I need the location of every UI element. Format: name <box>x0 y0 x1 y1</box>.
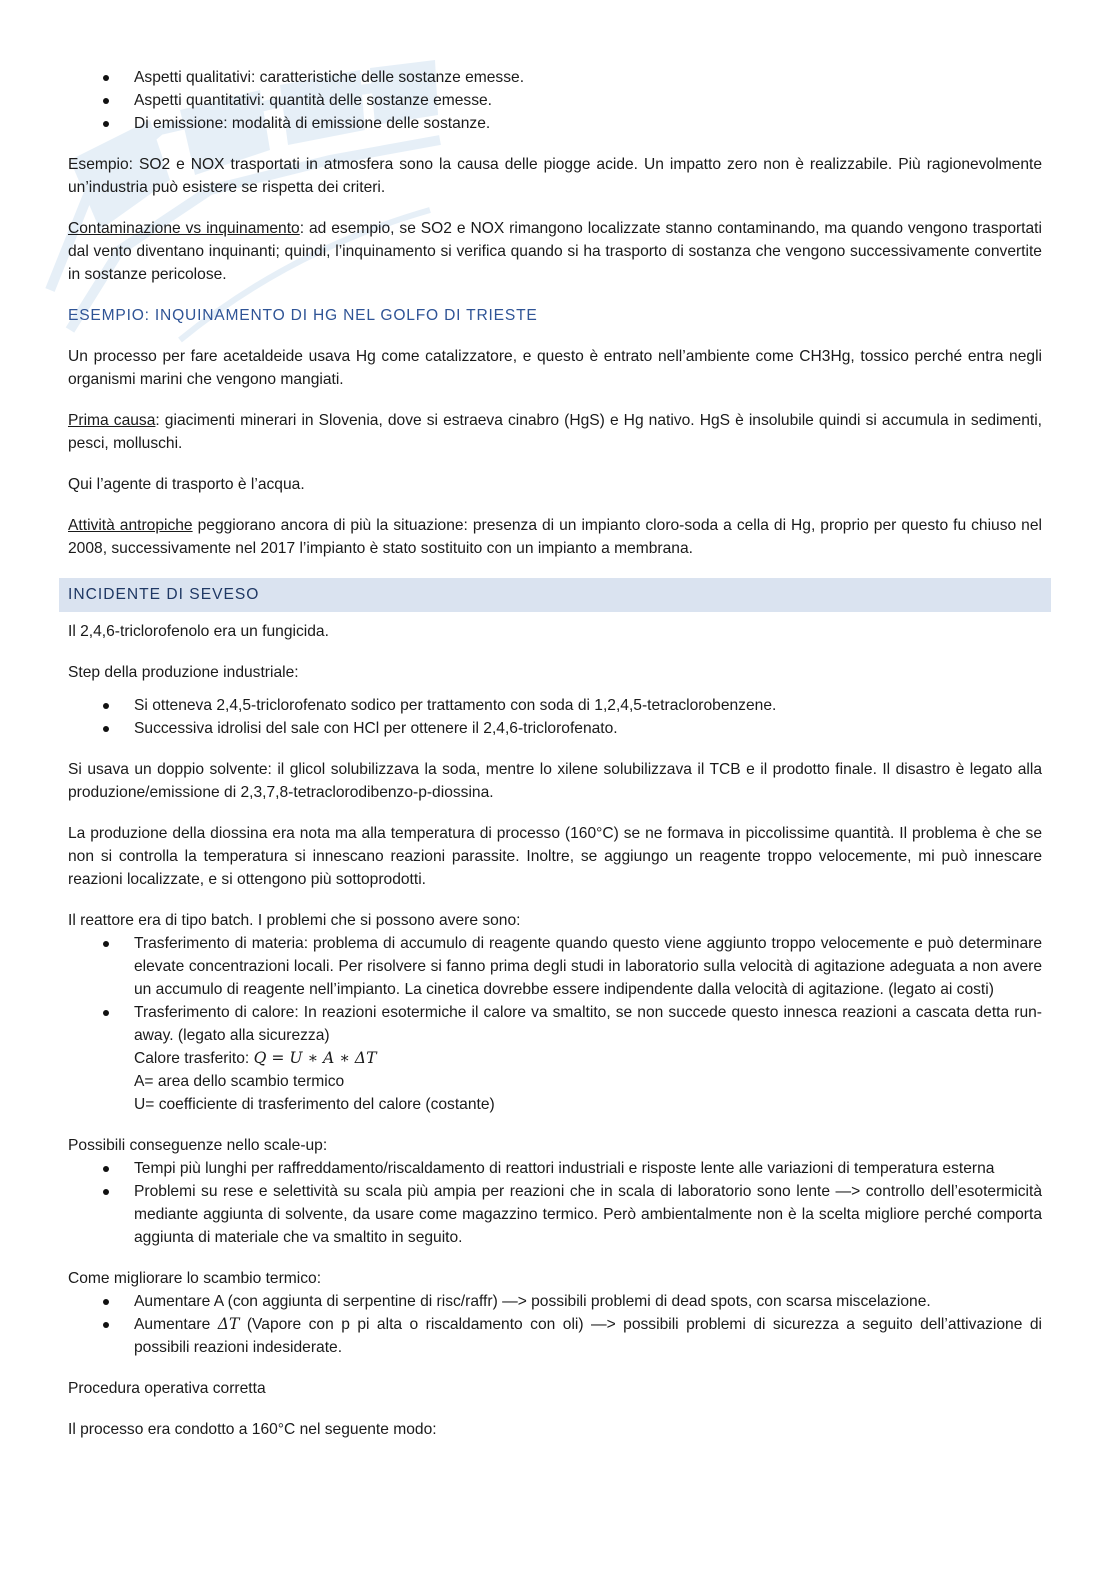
list-item <box>68 1001 1042 1116</box>
paragraph-text: peggiorano ancora di più la situazione: presenza di un impianto cloro-soda a cella di Hg, proprio per questo fu chiuso nel 2008, successivamente nel 2017 l’impianto è stato sostituito con un impianto a membrana. <box>68 517 1042 557</box>
paragraph-agente: Qui l’agente di trasporto è l’acqua. <box>68 476 305 493</box>
list-item-text: Aumentare <box>134 1316 218 1333</box>
heading-trieste: ESEMPIO: INQUINAMENTO DI HG NEL GOLFO DI TRIESTE <box>68 307 538 324</box>
paragraph-attivita <box>68 514 1042 560</box>
paragraph-conseguenze: Possibili conseguenze nello scale-up: <box>68 1137 328 1154</box>
list-item <box>68 1313 1042 1359</box>
conseguenze-bullet-list <box>68 1157 1042 1249</box>
paragraph-prima-causa <box>68 409 1042 455</box>
list-item-text: (Vapore con p pi alta o riscaldamento con oli) —> possibili problemi di sicurezza a seguito dell’attivazione di possibili reazioni indesiderate. <box>134 1316 1042 1356</box>
list-item: Aumentare A (con aggiunta di serpentine di risc/raffr) —> possibili problemi di dead spots, con scarsa miscelazione. <box>68 1290 1042 1313</box>
calore-text: Trasferimento di calore: In reazioni esotermiche il calore va smaltito, se non succede questo innesca reazioni a cascata detta run-away. (legato alla sicurezza) <box>134 1004 1042 1044</box>
paragraph-text: : ad esempio, se SO2 e NOX rimangono localizzate stanno contaminando, ma quando vengono trasportati dal vento diventano inquinanti; quindi, l’inquinamento si verifica quando si ha trasporto di sostanza che vengono successivamente convertite in sostanze pericolose. <box>68 220 1042 283</box>
list-item: Successiva idrolisi del sale con HCl per ottenere il 2,4,6-triclorofenato. <box>68 717 1042 740</box>
paragraph-esempio: Esempio: SO2 e NOX trasportati in atmosfera sono la causa delle piogge acide. Un impatto zero non è realizzabile. Più ragionevolmente un’industria può esistere se rispetta dei criteri. <box>68 156 1042 196</box>
coefficient-definition: U= coefficiente di trasferimento del calore (costante) <box>134 1096 495 1113</box>
term-prima-causa: Prima causa <box>68 412 156 429</box>
paragraph-processo: Il processo era condotto a 160°C nel seguente modo: <box>68 1421 437 1438</box>
area-definition: A= area dello scambio termico <box>134 1073 345 1090</box>
heat-formula: Q = U ∗ A ∗ ΔT <box>253 1049 377 1067</box>
document-page <box>68 66 1042 1459</box>
list-item: Si otteneva 2,4,5-triclorofenato sodico per trattamento con soda di 1,2,4,5-tetraclorobenzene. <box>68 694 1042 717</box>
paragraph-step: Step della produzione industriale: <box>68 664 299 681</box>
paragraph-procedura: Procedura operativa corretta <box>68 1380 266 1397</box>
heading-seveso: INCIDENTE DI SEVESO <box>59 578 1051 612</box>
list-item: Trasferimento di materia: problema di accumulo di reagente quando questo viene aggiunto troppo velocemente e può determinare elevate concentrazioni locali. Per risolvere si fanno prima degli studi in laboratorio sulla velocità di agitazione adeguata a non avere un accumulo di reagente nell’impianto. La cinetica dovrebbe essere indipendente dalla velocità di agitazione. (legato ai costi) <box>68 932 1042 1001</box>
list-item: Di emissione: modalità di emissione delle sostanze. <box>68 112 1042 135</box>
list-item: Problemi su rese e selettività su scala più ampia per reazioni che in scala di laboratorio sono lente —> controllo dell’esotermicità mediante aggiunta di solvente, da usare come magazzino termico. Però ambientalmente non è la scelta migliore perché comporta aggiunta di materiale che va smaltito in seguito. <box>68 1180 1042 1249</box>
reattore-bullet-list <box>68 932 1042 1116</box>
term-attivita: Attività antropiche <box>68 517 193 534</box>
paragraph-diossina: La produzione della diossina era nota ma alla temperatura di processo (160°C) se ne formava in piccolissime quantità. Il problema è che se non si controlla la temperatura si innescano reazioni parassite. Inoltre, se aggiungo un reagente troppo velocemente, mi può innescare reazioni localizzate, e si ottengono più sottoprodotti. <box>68 825 1042 888</box>
term-contaminazione: Contaminazione vs inquinamento <box>68 220 300 237</box>
delta-t-symbol: ΔT <box>217 1315 240 1333</box>
paragraph-reattore: Il reattore era di tipo batch. I problemi che si possono avere sono: <box>68 912 521 929</box>
paragraph-text: : giacimenti minerari in Slovenia, dove si estraeva cinabro (HgS) e Hg nativo. HgS è insolubile quindi si accumula in sedimenti, pesci, molluschi. <box>68 412 1042 452</box>
paragraph-triclorofenolo: Il 2,4,6-triclorofenolo era un fungicida. <box>68 623 329 640</box>
paragraph-contaminazione <box>68 217 1042 286</box>
paragraph-acetaldeide: Un processo per fare acetaldeide usava Hg come catalizzatore, e questo è entrato nell’ambiente come CH3Hg, tossico perché entra negli organismi marini che vengono mangiati. <box>68 348 1042 388</box>
paragraph-solvente: Si usava un doppio solvente: il glicol solubilizzava la soda, mentre lo xilene solubilizzava il TCB e il prodotto finale. Il disastro è legato alla produzione/emissione di 2,3,7,8-tetraclorodibenzo-p-diossina. <box>68 761 1042 801</box>
list-item: Aspetti quantitativi: quantità delle sostanze emesse. <box>68 89 1042 112</box>
list-item: Aspetti qualitativi: caratteristiche delle sostanze emesse. <box>68 66 1042 89</box>
step-bullet-list <box>68 694 1042 740</box>
migliorare-bullet-list <box>68 1290 1042 1359</box>
list-item: Tempi più lunghi per raffreddamento/riscaldamento di reattori industriali e risposte lente alle variazioni di temperatura esterna <box>68 1157 1042 1180</box>
calore-label: Calore trasferito: <box>134 1050 254 1067</box>
top-bullet-list <box>68 66 1042 135</box>
paragraph-migliorare: Come migliorare lo scambio termico: <box>68 1270 322 1287</box>
